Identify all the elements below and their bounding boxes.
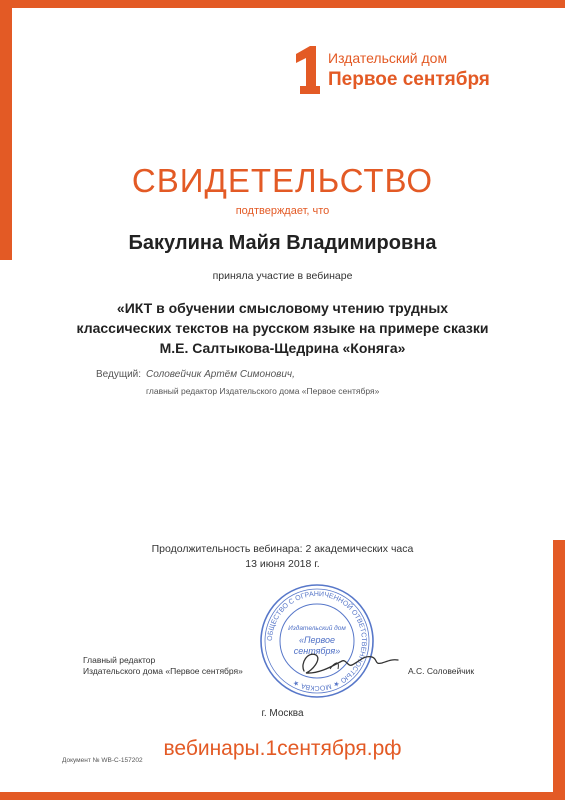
publisher-logo bbox=[292, 44, 502, 99]
svg-text:«Первое: «Первое bbox=[298, 635, 336, 645]
certificate-title: СВИДЕТЕЛЬСТВО bbox=[131, 162, 434, 199]
website-link[interactable]: вебинары.1сентября.рф bbox=[163, 737, 402, 760]
participation-text: приняла участие в вебинаре bbox=[212, 270, 353, 282]
handwritten-signature bbox=[290, 641, 400, 681]
bottom-border bbox=[0, 792, 565, 800]
host-name: Соловейчик Артём Симонович, bbox=[146, 369, 295, 380]
city: г. Москва bbox=[261, 708, 304, 719]
logo-line-2: Первое сентября bbox=[328, 69, 490, 90]
right-accent-bar bbox=[553, 540, 565, 800]
signatory-title-line-2: Издательского дома «Первое сентября» bbox=[83, 666, 243, 676]
host-label: Ведущий: bbox=[96, 369, 142, 380]
logo-line-1: Издательский дом bbox=[328, 50, 448, 66]
svg-text:сентября»: сентября» bbox=[293, 646, 341, 656]
document-number: Документ № WB-C-157202 bbox=[62, 757, 143, 764]
logo-one-icon bbox=[292, 46, 320, 94]
webinar-date: 13 июня 2018 г. bbox=[245, 558, 320, 570]
svg-text:ОБЩЕСТВО С ОГРАНИЧЕННОЙ ОТВЕТС: ОБЩЕСТВО С ОГРАНИЧЕННОЙ ОТВЕТСТВЕННОСТЬЮ ★ МОСКВА ★ bbox=[266, 590, 368, 692]
top-border bbox=[0, 0, 565, 8]
recipient-name: Бакулина Майя Владимировна bbox=[128, 232, 437, 254]
left-accent-bar bbox=[0, 0, 12, 260]
host-role: главный редактор Издательского дома «Первое сентября» bbox=[146, 386, 380, 396]
signatory-name: А.С. Соловейчик bbox=[408, 666, 475, 676]
confirms-text: подтверждает, что bbox=[235, 205, 330, 217]
webinar-duration: Продолжительность вебинара: 2 академических часа bbox=[151, 543, 414, 555]
webinar-title: «ИКТ в обучении смысловому чтению трудных классических текстов на русском языке на примере сказки М.Е. Салтыкова-Щедрина «Коняга» bbox=[76, 300, 489, 356]
svg-text:Издательский дом: Издательский дом bbox=[288, 625, 346, 632]
signatory-title-line-1: Главный редактор bbox=[83, 655, 156, 665]
